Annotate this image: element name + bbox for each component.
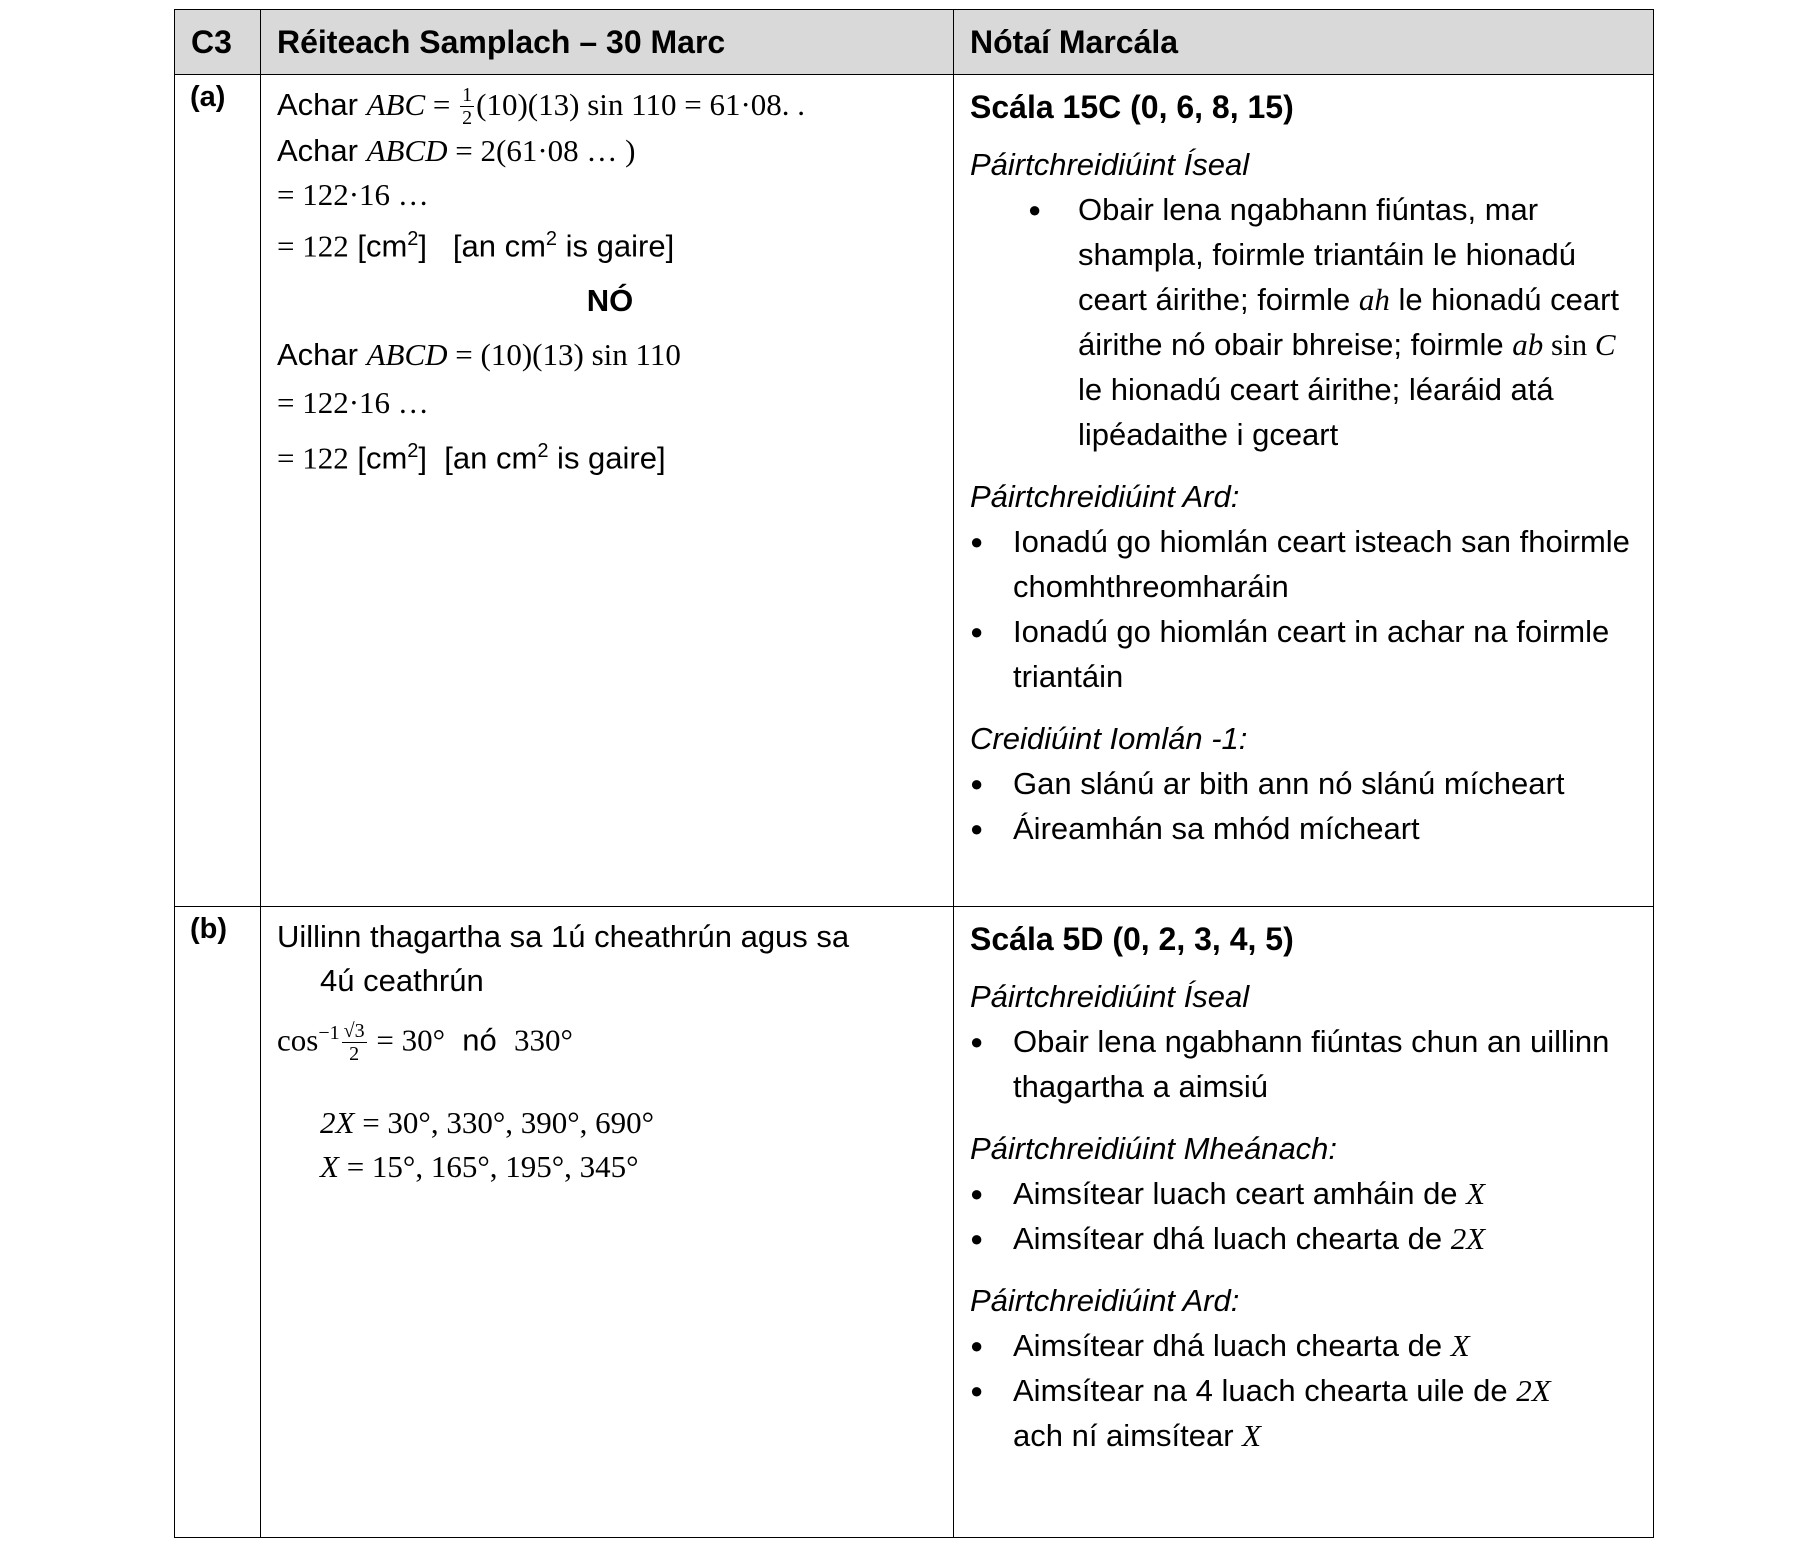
full-credit-title: Creidiúint Iomlán -1:: [970, 721, 1248, 756]
part-a-solution: [261, 75, 954, 907]
unit: ]: [418, 228, 428, 264]
solution-line: [277, 1145, 943, 1189]
text: nó: [462, 1022, 497, 1058]
solution-line: [277, 1101, 943, 1145]
solution-line: 4ú ceathrún: [320, 963, 484, 998]
mid-credit-list: [970, 1171, 1643, 1261]
list-item: ● Ionadú go hiomlán ceart in achar na foirmle triantáin: [970, 609, 1643, 699]
math-var: ABC: [366, 87, 426, 122]
low-credit-list: [970, 1019, 1643, 1109]
header-notes: Nótaí Marcála: [954, 10, 1654, 75]
rounding-note: [an cm: [452, 228, 546, 264]
math: = 30°: [368, 1022, 445, 1058]
marking-scheme-table: [174, 9, 1654, 1538]
list-item: ● Áireamhán sa mhód mícheart: [970, 806, 1643, 851]
frac-num: 1: [462, 84, 473, 107]
part-b-label: (b): [175, 907, 261, 1538]
solution-line: = 122·16 …: [277, 177, 429, 213]
list-item: ● Ionadú go hiomlán ceart isteach san fhoirmle chomhthreomharáin: [970, 519, 1643, 609]
math-var: ab: [1512, 327, 1544, 362]
math: 330°: [513, 1022, 573, 1058]
math: = 2(61·08 … ): [447, 133, 636, 169]
full-credit-list: [970, 761, 1643, 851]
part-b-row: [175, 907, 1654, 1538]
high-credit-list: [970, 519, 1643, 699]
math: = 30°, 330°, 390°, 690°: [354, 1104, 655, 1140]
solution-line: [277, 217, 943, 268]
math-var: X: [1242, 1418, 1262, 1453]
list-item: [970, 1368, 1643, 1458]
header-solution: Réiteach Samplach – 30 Marc: [261, 10, 954, 75]
math-var: X: [1450, 1328, 1470, 1363]
math-var: 2X: [320, 1104, 355, 1140]
solution-line: [277, 129, 943, 173]
superscript: 2: [407, 228, 419, 251]
math: = 122: [277, 228, 349, 264]
text: Achar: [277, 336, 358, 372]
list-item: ● Obair lena ngabhann fiúntas chun an uillinn thagartha a aimsiú: [970, 1019, 1643, 1109]
unit: [cm: [357, 439, 408, 475]
header-row: [175, 10, 1654, 75]
text: Achar: [277, 133, 358, 169]
solution-line: [277, 1011, 943, 1065]
scale-title: Scála 15C (0, 6, 8, 15): [970, 89, 1294, 125]
math: cos: [277, 1022, 319, 1058]
low-credit-list: [970, 187, 1643, 457]
frac-den: 2: [349, 1042, 360, 1065]
part-a-label: (a): [175, 75, 261, 907]
list-item: [1028, 187, 1643, 457]
math: =: [425, 87, 459, 122]
part-b-solution: [261, 907, 954, 1538]
math: sin: [1543, 327, 1595, 362]
solution-line: [277, 333, 943, 377]
solution-line: [277, 429, 943, 480]
superscript: 2: [537, 439, 549, 462]
mid-partial-credit-title: Páirtchreidiúint Mheánach:: [970, 1131, 1338, 1166]
or-separator: NÓ: [586, 282, 634, 318]
superscript: 2: [407, 439, 419, 462]
rounding-note: is gaire]: [557, 228, 675, 264]
math-var: 2X: [1516, 1373, 1551, 1408]
low-partial-credit-title: Páirtchreidiúint Íseal: [970, 147, 1250, 182]
superscript: 2: [545, 228, 558, 251]
math-var: 2X: [1450, 1221, 1486, 1256]
math-var: ah: [1358, 282, 1390, 317]
text: Obair lena ngabhann fiúntas, mar shampla, foirmle triantáin le hionadú ceart áirithe; foirmle: [1078, 192, 1576, 317]
header-question: C3: [175, 10, 261, 75]
math: = 15°, 165°, 195°, 345°: [338, 1148, 639, 1184]
frac-den: 2: [462, 107, 473, 130]
high-partial-credit-title: Páirtchreidiúint Ard:: [970, 479, 1240, 514]
text: ach ní aimsítear: [1013, 1418, 1243, 1453]
fraction: [342, 1020, 367, 1065]
text: Achar: [277, 87, 358, 122]
text: Aimsítear luach ceart amháin de: [1013, 1176, 1467, 1211]
high-credit-list: [970, 1323, 1643, 1458]
math-var: X: [320, 1148, 339, 1184]
unit: ]: [418, 439, 428, 475]
solution-line: Uillinn thagartha sa 1ú cheathrún agus sa: [277, 919, 850, 954]
solution-line: [277, 83, 943, 129]
list-item: ● Gan slánú ar bith ann nó slánú mícheart: [970, 761, 1643, 806]
math-var: ABCD: [366, 336, 448, 372]
text: Aimsítear dhá luach chearta de: [1013, 1328, 1451, 1363]
math-var: ABCD: [366, 133, 448, 169]
rounding-note: [an cm: [444, 439, 538, 475]
part-a-row: [175, 75, 1654, 907]
frac-num: √3: [343, 1019, 365, 1042]
math: (10)(13) sin 110 = 61·08. .: [476, 87, 806, 122]
list-item: [970, 1216, 1643, 1261]
math-var: X: [1466, 1176, 1486, 1211]
math-var: C: [1594, 327, 1616, 362]
text: le hionadú ceart áirithe nó obair bhreise; foirmle: [1078, 282, 1620, 362]
text: le hionadú ceart áirithe; léaráid atá lipéadaithe i gceart: [1078, 372, 1554, 452]
math: = 122: [277, 439, 349, 475]
text: Aimsítear dhá luach chearta de: [1013, 1221, 1451, 1256]
low-partial-credit-title: Páirtchreidiúint Íseal: [970, 979, 1250, 1014]
high-partial-credit-title: Páirtchreidiúint Ard:: [970, 1283, 1240, 1318]
math: = (10)(13) sin 110: [447, 336, 681, 372]
fraction: [460, 84, 474, 129]
list-item: [970, 1323, 1643, 1368]
solution-line: = 122·16 …: [277, 384, 429, 420]
rounding-note: is gaire]: [548, 439, 666, 475]
text: Aimsítear na 4 luach chearta uile de: [1013, 1373, 1517, 1408]
unit: [cm: [357, 228, 408, 264]
superscript: −1: [318, 1022, 340, 1044]
scale-title: Scála 5D (0, 2, 3, 4, 5): [970, 921, 1294, 957]
part-a-notes: [954, 75, 1654, 907]
list-item: [970, 1171, 1643, 1216]
part-b-notes: [954, 907, 1654, 1538]
